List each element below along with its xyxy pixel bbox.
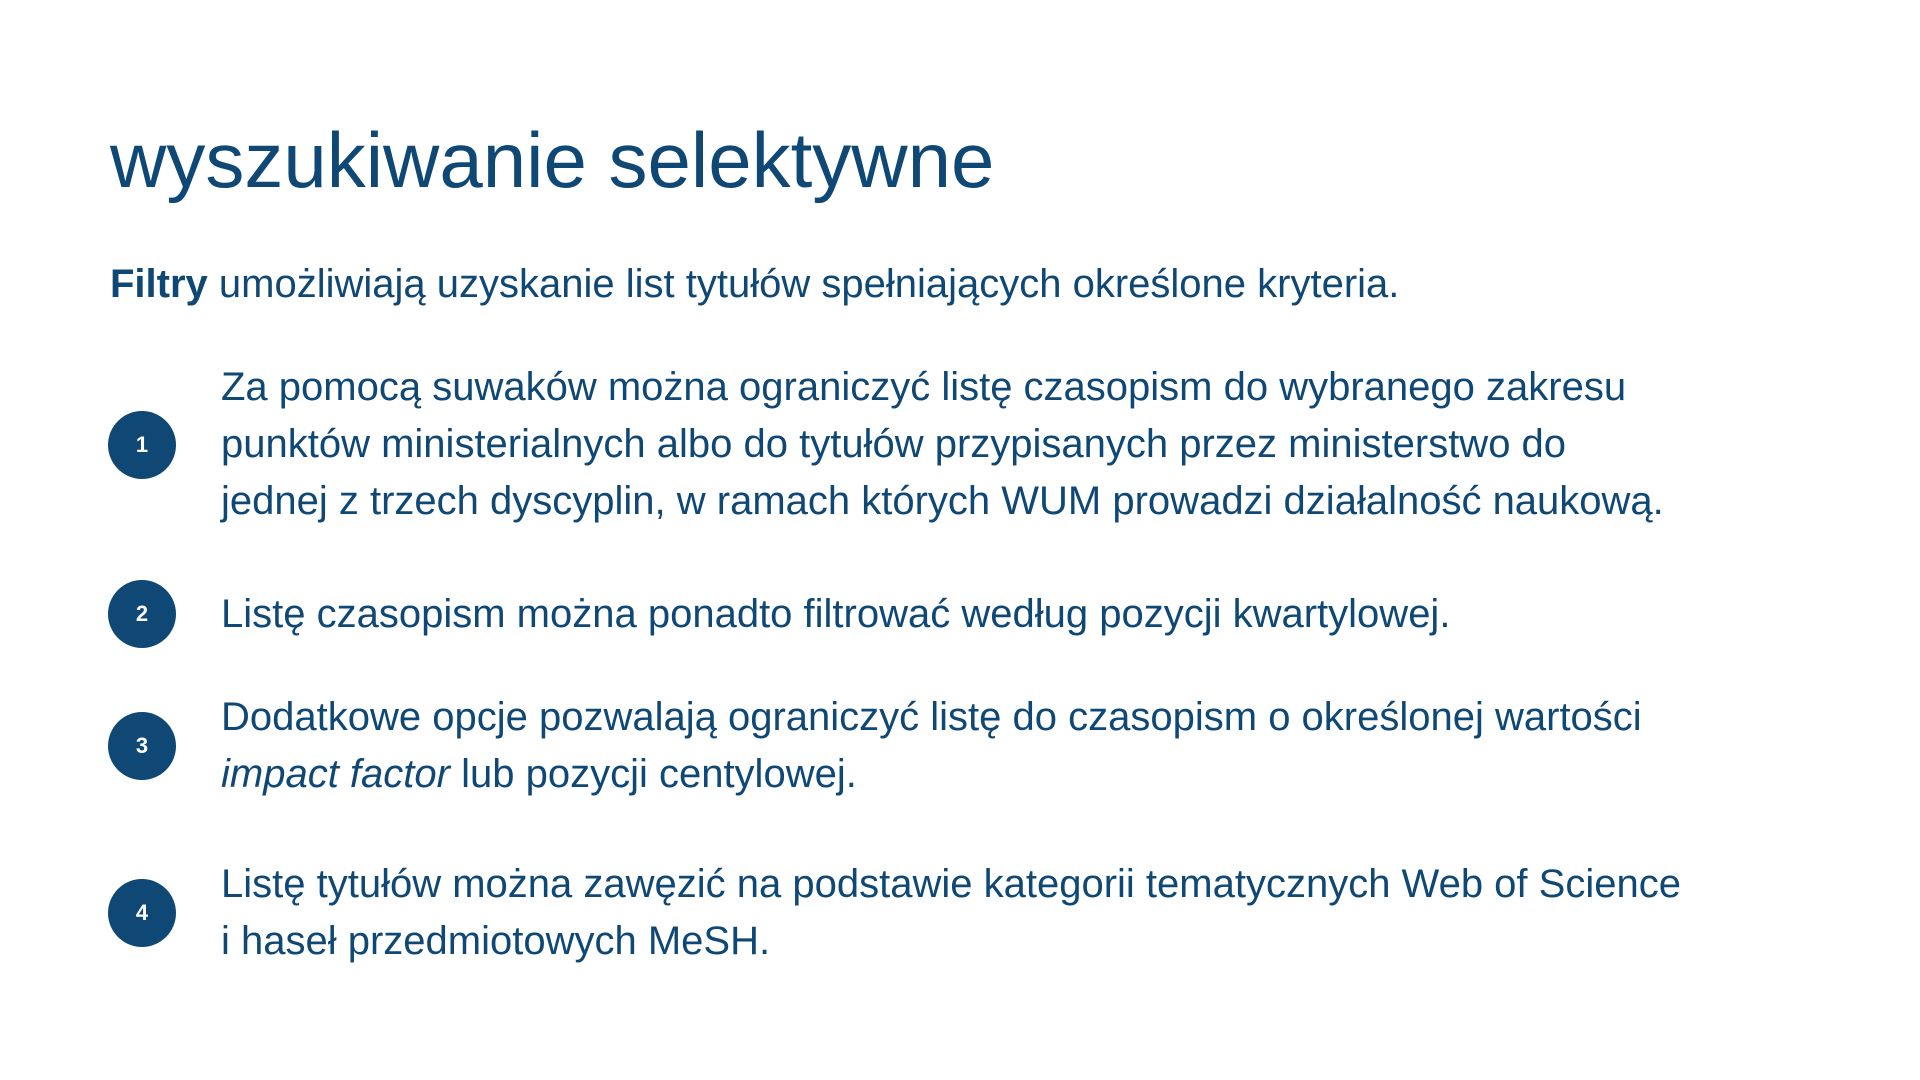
list-item (108, 580, 1898, 648)
list-item (108, 856, 1898, 970)
item-text (221, 586, 1450, 643)
intro-paragraph (110, 258, 1399, 310)
number-badge: 4 (108, 879, 176, 947)
item-line-rest: lub pozycji centylowej. (449, 752, 857, 796)
slide-title: wyszukiwanie selektywne (110, 116, 995, 204)
item-line: jednej z trzech dyscyplin, w ramach których WUM prowadzi działalność naukową. (221, 479, 1664, 523)
item-line: punktów ministerialnych albo do tytułów przypisanych przez ministerstwo do (221, 422, 1567, 466)
intro-bold-term: Filtry (110, 262, 208, 306)
intro-text: umożliwiają uzyskanie list tytułów spełniających określone kryteria. (207, 262, 1400, 306)
number-badge: 2 (108, 580, 176, 648)
number-badge: 1 (108, 411, 176, 479)
item-line (221, 746, 1642, 803)
italic-term: impact factor (221, 752, 450, 796)
list-item (108, 359, 1898, 530)
item-text (221, 856, 1681, 970)
item-text (221, 689, 1642, 803)
item-line: Dodatkowe opcje pozwalają ograniczyć listę do czasopism o określonej wartości (221, 695, 1642, 739)
item-line: i haseł przedmiotowych MeSH. (221, 919, 771, 963)
list-item (108, 689, 1898, 803)
item-line: Listę tytułów można zawęzić na podstawie kategorii tematycznych Web of Science (221, 862, 1681, 906)
item-line: Listę czasopism można ponadto filtrować według pozycji kwartylowej. (221, 591, 1451, 636)
item-text (221, 359, 1664, 530)
item-line: Za pomocą suwaków można ograniczyć listę czasopism do wybranego zakresu (221, 365, 1627, 409)
number-badge: 3 (108, 712, 176, 780)
